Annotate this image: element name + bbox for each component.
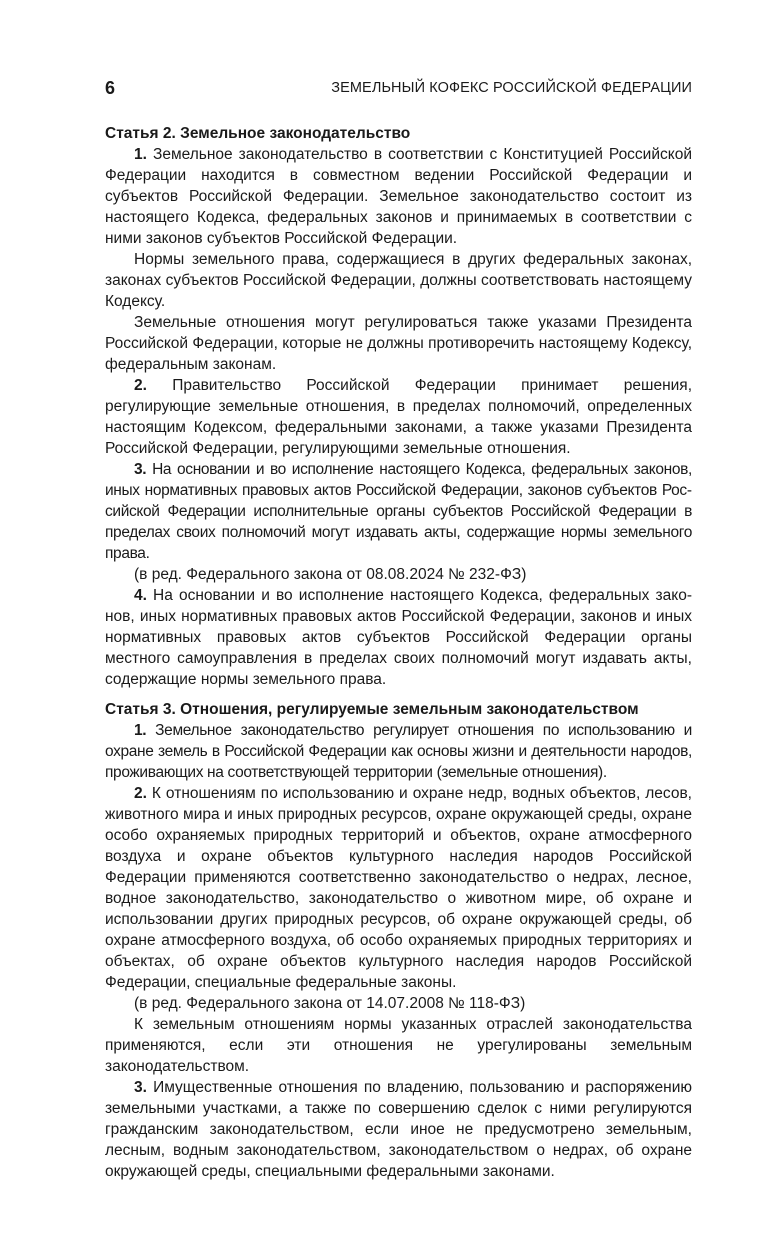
article-3-amendment-note: (в ред. Федерального закона от 14.07.2008 № 118-ФЗ) [134, 995, 526, 1012]
article-2-paragraph-6 [105, 585, 692, 690]
paragraph-number: 2. [134, 377, 147, 394]
paragraph-text: Земельное законодательство в соответствии с Конституцией Российской Федерации находится в совместном ведении Российской Федерации и субъектов Российской Федерации. Земельное законодательство состоит из настоящего Кодекса, федеральных законов и принимаемых в соответствии с ними законов субъектов Российской Федерации. [105, 146, 692, 247]
article-3-paragraph-2 [105, 783, 692, 993]
paragraph-text: Правительство Российской Федерации принимает решения, регулирующие земельные отношения, в пределах полномочий, определенных настоящим Кодексом, федеральными законами, а также указами Президента Российской Федерации, регулирующими земельные отношения. [105, 377, 692, 457]
article-2-paragraph-5 [105, 459, 692, 564]
running-title: ЗЕМЕЛЬНЫЙ КОФЕКС РОССИЙСКОЙ ФЕДЕРАЦИИ [331, 80, 692, 96]
article-2-heading: Статья 2. Земельное законодательство [105, 125, 411, 142]
paragraph-number: 2. [134, 785, 147, 802]
article-2-paragraph-4 [105, 375, 692, 459]
article-3-paragraph-4 [105, 1077, 692, 1182]
article-2-amendment-note: (в ред. Федерального закона от 08.08.2024 № 232-ФЗ) [134, 566, 527, 583]
paragraph-text: На основании и во исполнение настоящего Кодекса, федеральных законов, иных нормативных правовых актов Российской Федерации, законов субъектов Российской Федерации исполнительные органы субъектов Российской Федерации в пределах своих полномочий могут издавать акты, содержащие нормы земельного права. [105, 461, 692, 562]
paragraph-number: 3. [134, 461, 147, 478]
paragraph-number: 1. [134, 146, 147, 163]
page-content [105, 123, 692, 1182]
article-3-paragraph-1 [105, 720, 692, 783]
paragraph-number: 1. [134, 722, 147, 739]
paragraph-number: 4. [134, 587, 147, 604]
paragraph-text: К отношениям по использованию и охране недр, водных объектов, лесов, животного мира и иных природных ресурсов, охране окружающей среды, охране особо охраняемых природных территорий и объектов, охране атмосферного воздуха и охране объектов культурного наследия народов Российской Федерации применяются соответственно законодательство о недрах, лесное, водное законодательство, законодательство о животном мире, об охране и использовании других природных ресурсов, об охране окружающей среды, об охране атмосферного воздуха, об особо охраняемых природных территориях и объектах, об охране объектов культурного наследия народов Российской Федерации, специальные федеральные законы. [105, 785, 692, 991]
page-number: 6 [105, 78, 116, 98]
page-header [105, 78, 692, 102]
article-3-paragraph-3: К земельным отношениям нормы указанных отраслей законодательства применяются, если эти отношения не урегулированы земельным законодательством. [105, 1016, 692, 1075]
article-2-paragraph-3: Земельные отношения могут регулироваться также указами Президента Российской Федерации, которые не должны противоречить настоящему Кодексу, федеральным законам. [105, 314, 692, 373]
article-3-heading: Статья 3. Отношения, регулируемые земельным законодательством [105, 701, 639, 718]
paragraph-text: На основании и во исполнение настоящего Кодекса, федеральных законов, иных нормативных правовых актов Российской Федерации, законов и иных нормативных правовых актов субъектов Российской Федерации органы местного самоуправления в пределах своих полномочий могут издавать акты, содержащие нормы земельного права. [105, 587, 692, 688]
article-2-paragraph-2: Нормы земельного права, содержащиеся в других федеральных законах, законах субъектов Российской Федерации, должны соответствовать настоящему Кодексу. [105, 251, 692, 310]
paragraph-text: Имущественные отношения по владению, пользованию и распоряжению земельными участками, а также по совершению сделок с ними регулируются гражданским законодательством, если иное не предусмотрено земельным, лесным, водным законодательством, законодательством о недрах, об охране окружающей среды, специальными федеральными законами. [105, 1079, 692, 1180]
paragraph-number: 3. [134, 1079, 147, 1096]
paragraph-text: Земельное законодательство регулирует отношения по использованию и охране земель в Российской Федерации как основы жизни и деятельности народов, проживающих на соответствующей территории (земельные отношения). [105, 722, 692, 781]
article-2-paragraph-1 [105, 144, 692, 249]
